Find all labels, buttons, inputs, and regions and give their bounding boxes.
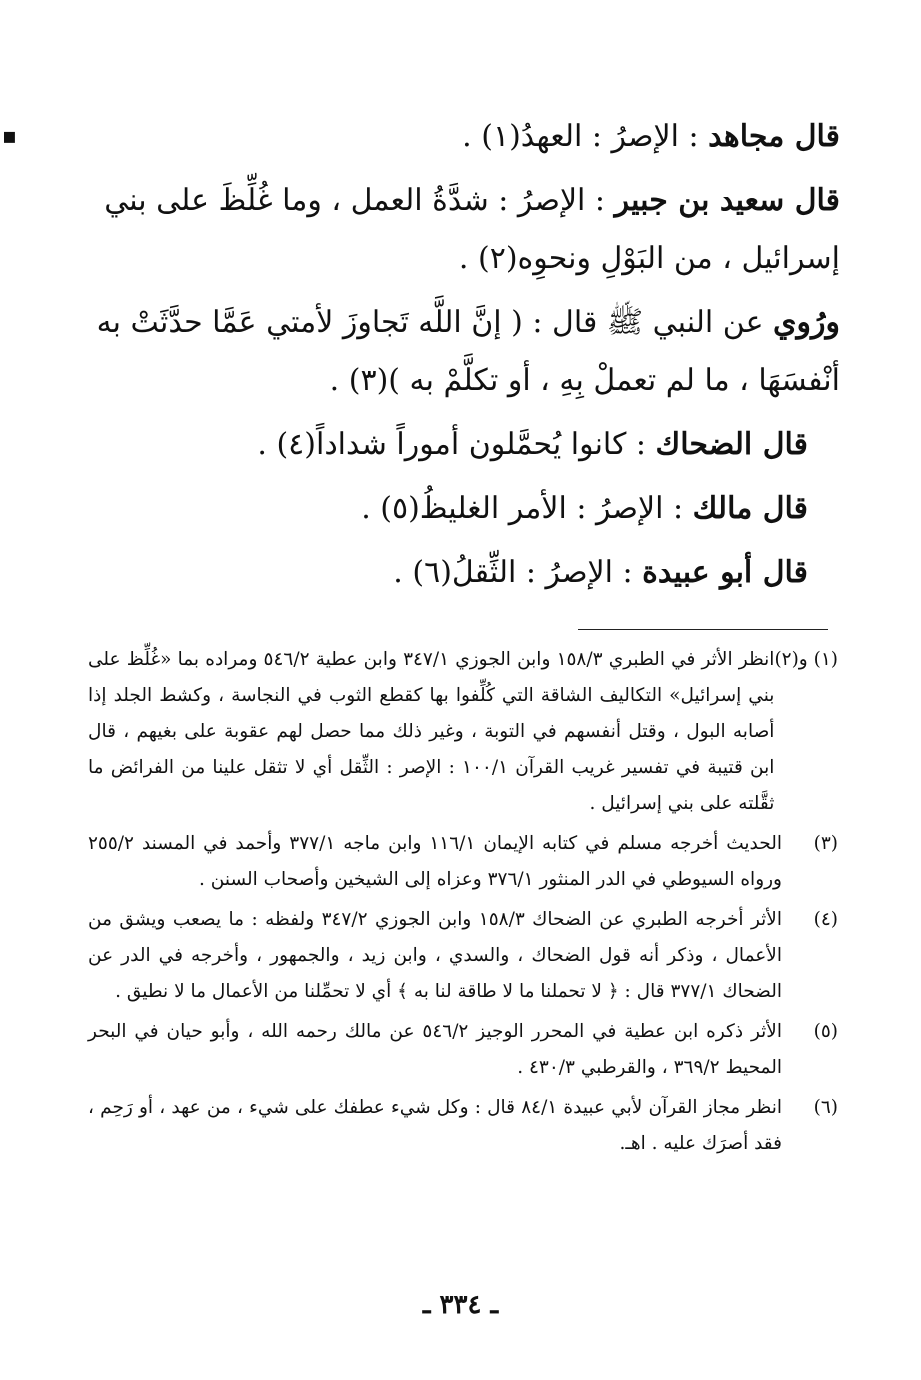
footnote-text: الأثر أخرجه الطبري عن الضحاك ١٥٨/٣ وابن الجوزي ٣٤٧/٢ ولفظه : ما يصعب ويشق من الأعمال ، وذكر أنه قول الضحاك ، والسدي ، وابن زيد ، والجمهور ، وأخرجه في الدر عن الضحاك ٣٧٧/١ قال : ﴿ لا تحملنا ما لا طاقة لنا به ﴾ أي لا تحمِّلنا من الأعمال ما لا نطيق . (88, 909, 782, 1002)
speaker-abu-ubayda: قال أبو عبيدة (642, 555, 808, 590)
speaker-dahhak: قال الضحاك (655, 427, 808, 462)
footnote-item (88, 826, 838, 898)
paragraph-abu-ubayda (80, 544, 840, 602)
speaker-malik: قال مالك (692, 491, 808, 526)
paragraph-hadith (80, 294, 840, 410)
footnote-item (88, 1090, 838, 1162)
paragraph-dahhak (80, 416, 840, 474)
footnote-item (88, 902, 838, 1010)
statement-said-ibn-jubayr: : الإصرُ : شدَّةُ العمل ، وما غُلِّظَ على بني إسرائيل ، من البَوْلِ ونحوِه(٢) . (104, 183, 840, 276)
footnotes (88, 642, 838, 1166)
footnote-number: (٦) (813, 1097, 838, 1118)
speaker-mujahid: قال مجاهد (708, 119, 840, 154)
footnote-number: (٥) (813, 1021, 838, 1042)
statement-abu-ubayda: : الإصرُ : الثِّقلُ(٦) . (393, 555, 643, 590)
paragraph-mujahid (80, 108, 840, 166)
footnote-number: (٣) (813, 833, 838, 854)
footnote-number: (٤) (813, 909, 838, 930)
statement-mujahid: : الإصرُ : العهدُ(١) . (462, 119, 709, 154)
statement-malik: : الإصرُ : الأمر الغليظُ(٥) . (361, 491, 693, 526)
speaker-hadith: ورُوي (773, 305, 840, 340)
speaker-said-ibn-jubayr: قال سعيد بن جبير (614, 183, 840, 218)
page-number: ـ ٣٣٤ ـ (422, 1290, 499, 1320)
footnote-text: انظر مجاز القرآن لأبي عبيدة ٨٤/١ قال : وكل شيء عطفك على شيء ، من عهد ، أو رَحِم ، فقد أصرَك عليه . اهـ. (88, 1097, 782, 1154)
footnote-text: الحديث أخرجه مسلم في كتابه الإيمان ١١٦/١ وابن ماجه ٣٧٧/١ وأحمد في المسند ٢٥٥/٢ ورواه السيوطي في الدر المنثور ٣٧٦/١ وعزاه إلى الشيخين وأصحاب السنن . (88, 833, 782, 890)
paragraph-said-ibn-jubayr (80, 172, 840, 288)
footnote-number: (١) و(٢) (774, 649, 838, 670)
statement-hadith: عن النبي ﷺ قال : ( إنَّ اللَّه تَجاوزَ لأمتي عَمَّا حدَّثَتْ به أنْفسَهَا ، ما لم تعملْ بِهِ ، أو تكلَّمْ به )(٣) . (96, 305, 840, 398)
footnote-item (88, 1014, 838, 1086)
margin-mark: ▪ (2, 124, 17, 149)
footnote-text: انظر الأثر في الطبري ١٥٨/٣ وابن الجوزي ٣٤٧/١ وابن عطية ٥٤٦/٢ ومراده بما «غُلِّظ على بني إسرائيل» التكاليف الشاقة التي كُلِّفوا بها كقطع الثوب في النجاسة ، وكشط الجلد إذا أصابه البول ، وقتل أنفسهم في التوبة ، وغير ذلك مما حصل لهم عقوبة على بغيهم ، قال ابن قتيبة في تفسير غريب القرآن ١٠٠/١ : الإصر : الثِّقل أي لا تثقل علينا من الفرائض ما ثقَّلته على بني إسرائيل . (88, 649, 775, 814)
main-text (80, 108, 840, 608)
paragraph-malik (80, 480, 840, 538)
footnote-separator (578, 629, 828, 630)
footnote-text: الأثر ذكره ابن عطية في المحرر الوجيز ٥٤٦/٢ عن مالك رحمه الله ، وأبو حيان في البحر المحيط ٣٦٩/٢ ، والقرطبي ٤٣٠/٣ . (88, 1021, 782, 1078)
footnote-item (88, 642, 838, 822)
statement-dahhak: : كانوا يُحمَّلون أموراً شداداً(٤) . (257, 427, 656, 462)
